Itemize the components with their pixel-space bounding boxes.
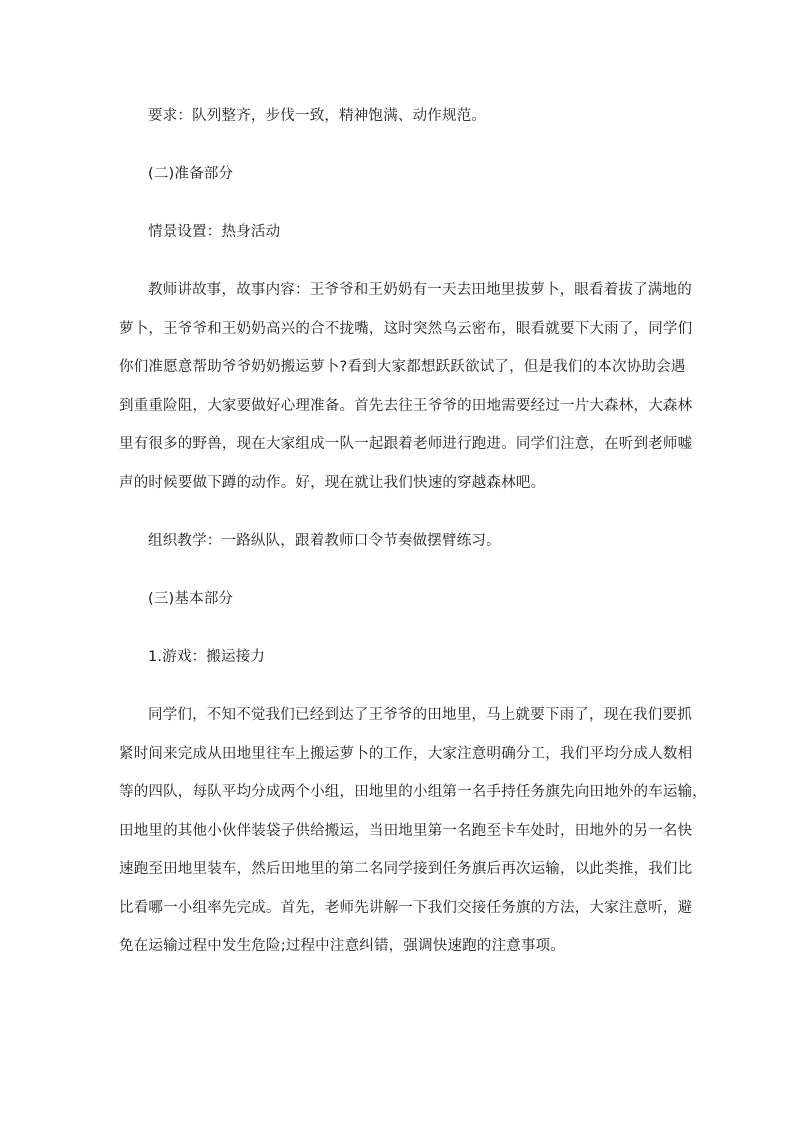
paragraph-line: 速跑至田地里装车，然后田地里的第二名同学接到任务旗后再次运输，以此类推，我们比	[119, 861, 693, 877]
paragraph-line: 免在运输过程中发生危险;过程中注意纠错，强调快速跑的注意事项。	[119, 938, 566, 954]
paragraph-line: 紧时间来完成从田地里往车上搬运萝卜的工作，大家注意明确分工，我们平均分成人数相	[119, 746, 693, 762]
paragraph-line: 田地里的其他小伙伴装袋子供给搬运，当田地里第一名跑至卡车处时，田地外的另一名快	[119, 823, 693, 839]
section-heading-preparation: (二)准备部分	[148, 166, 234, 182]
requirement-line: 要求：队列整齐，步伐一致，精神饱满、动作规范。	[148, 108, 487, 124]
paragraph-line: 里有很多的野兽，现在大家组成一队一起跟着老师进行跑进。同学们注意，在听到老师嘘	[119, 436, 693, 452]
paragraph-line: 到重重险阻，大家要做好心理准备。首先去往王爷爷的田地需要经过一片大森林，大森林	[119, 398, 693, 414]
paragraph-line: 比看哪一小组率先完成。首先，老师先讲解一下我们交接任务旗的方法，大家注意听，避	[119, 900, 693, 916]
paragraph-line: 声的时候要做下蹲的动作。好，现在就让我们快速的穿越森林吧。	[119, 475, 546, 491]
paragraph-line: 萝卜，王爷爷和王奶奶高兴的合不拢嘴，这时突然乌云密布，眼看就要下大雨了，同学们	[119, 321, 693, 337]
paragraph-line: 同学们，不知不觉我们已经到达了王爷爷的田地里，马上就要下雨了，现在我们要抓	[148, 707, 692, 723]
organization-line: 组织教学：一路纵队，跟着教师口令节奏做摆臂练习。	[148, 533, 501, 549]
scene-setting-line: 情景设置：热身活动	[148, 224, 281, 240]
section-heading-basic: (三)基本部分	[148, 591, 234, 607]
game-heading: 1.游戏：搬运接力	[148, 649, 266, 665]
paragraph-line: 等的四队，每队平均分成两个小组，田地里的小组第一名手持任务旗先向田地外的车运输，	[119, 784, 707, 800]
paragraph-line: 你们准愿意帮助爷爷奶奶搬运萝卜?看到大家都想跃跃欲试了，但是我们的本次协助会遇	[119, 359, 686, 375]
paragraph-line: 教师讲故事，故事内容：王爷爷和王奶奶有一天去田地里拔萝卜，眼看着拔了满地的	[148, 282, 692, 298]
